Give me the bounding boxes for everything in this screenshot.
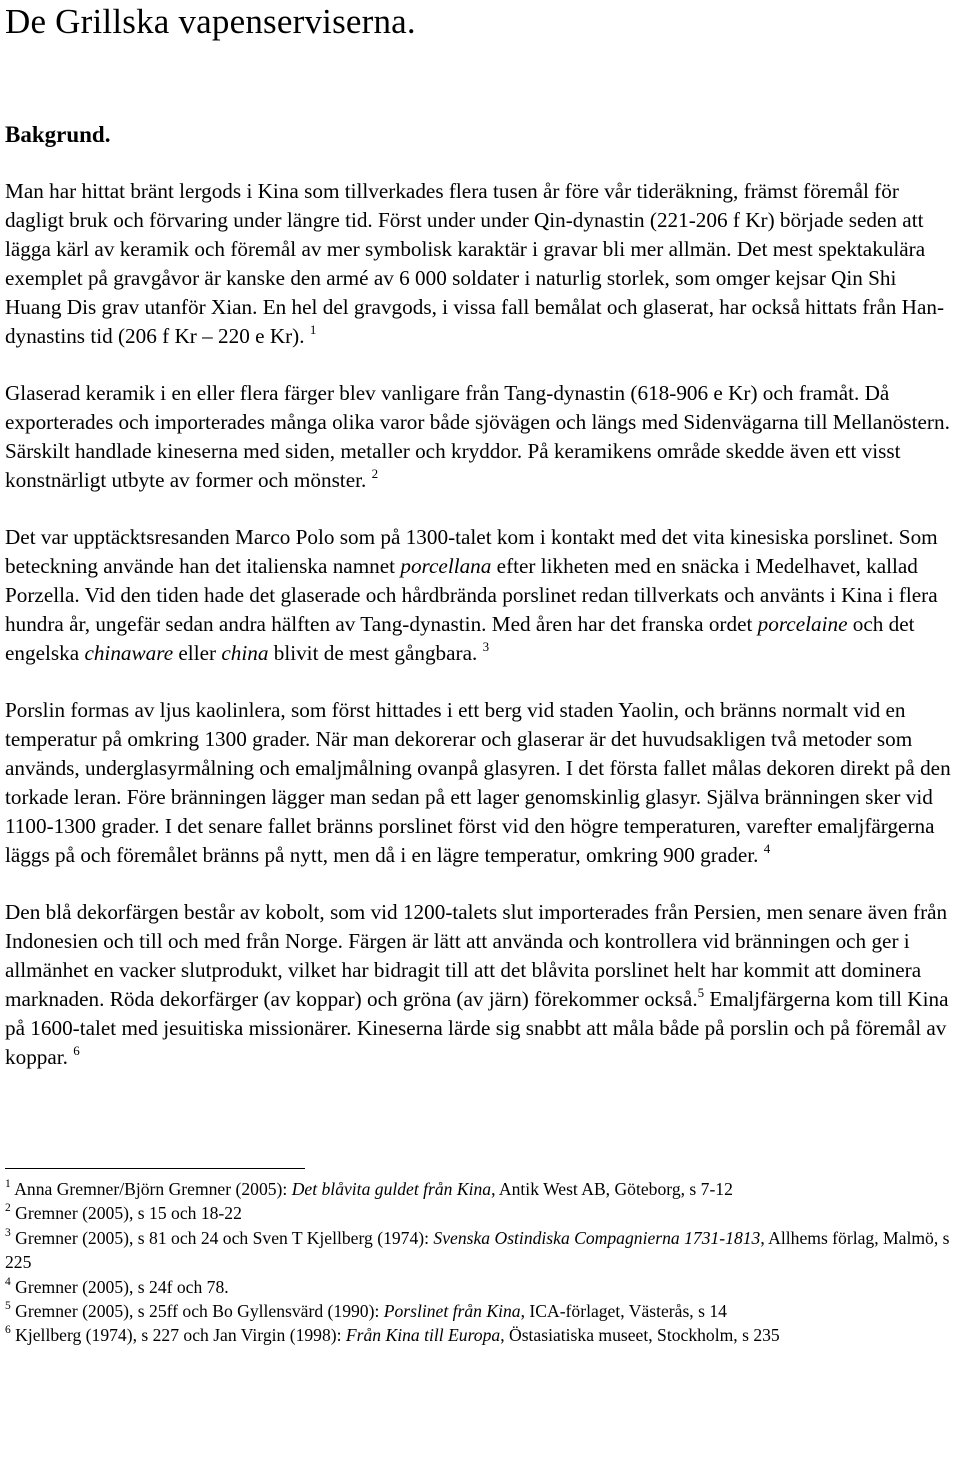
footnote <box>5 1323 957 1347</box>
document-title: De Grillska vapenserviserna. <box>5 2 416 41</box>
footnote-reference[interactable]: 3 <box>482 639 490 654</box>
paragraph <box>5 379 957 495</box>
body-text <box>5 177 957 1072</box>
text-run: och det engelska <box>5 612 915 665</box>
text-run: Kjellberg (1974), s 227 och Jan Virgin (1998): <box>15 1325 346 1346</box>
footnote-reference[interactable]: 1 <box>309 322 317 337</box>
text-run: Porslin formas av ljus kaolinlera, som först hittades i ett berg vid staden Yaolin, och bränns normalt vid en temperatur på omkring 1300 grader. När man dekorerar och glaserar är det huvudsakligen två metoder som används, underglasyrmålning och emaljmålning ovanpå glasyren. I det första fallet målas dekoren direkt på den torkade leran. Före bränningen lägger man sedan på ett lager genomskinlig glasyr. Själva bränningen sker vid 1100-1300 grader. I det senare fallet bränns porslinet först vid den högre temperaturen, varefter emaljfärgerna läggs på och föremålet bränns på nytt, men då i en lägre temperatur, omkring 900 grader. <box>5 698 951 867</box>
paragraph <box>5 898 957 1072</box>
paragraph <box>5 177 957 351</box>
footnote <box>5 1177 957 1201</box>
footnote-number: 5 <box>5 1300 11 1313</box>
text-run: Emaljfärgerna kom till Kina på 1600-talet med jesuitiska missionärer. Kineserna lärde sig snabbt att måla både på porslin och på föremål av koppar. <box>5 987 949 1069</box>
text-run: , Allhems förlag, Malmö, s 225 <box>5 1227 950 1273</box>
section-heading: Bakgrund. <box>5 122 111 147</box>
text-run: Anna Gremner/Björn Gremner (2005): <box>14 1179 292 1199</box>
text-run: Gremner (2005), s 15 och 18-22 <box>15 1203 242 1224</box>
text-run: , ICA-förlaget, Västerås, s 14 <box>520 1301 727 1322</box>
italic-text: porcelaine <box>757 612 848 636</box>
footnote-reference[interactable]: 6 <box>73 1043 80 1058</box>
footnote <box>5 1226 957 1275</box>
footnote <box>5 1275 957 1299</box>
text-run: Det var upptäcktsresanden Marco Polo som på 1300-talet kom i kontakt med det vita kinesiska porslinet. Som beteckning använde han det italienska namnet <box>5 525 938 578</box>
footnotes <box>5 1177 957 1348</box>
footnote-number: 3 <box>5 1226 11 1239</box>
text-run: eller <box>173 641 222 665</box>
footnote-reference[interactable]: 4 <box>763 841 771 856</box>
footnote-number: 6 <box>5 1324 11 1337</box>
footnote-reference: 5 <box>697 985 705 1000</box>
text-run: Glaserad keramik i en eller flera färger blev vanligare från Tang-dynastin (618-906 e Kr) och framåt. Då exporterades och importerades många olika varor både sjövägen och längs med Sidenvägarna till Mellanöstern. Särskilt handlade kineserna med siden, metaller och kryddor. På keramikens område skedde även ett visst konstnärligt utbyte av former och mönster. <box>5 381 950 492</box>
text-run: Gremner (2005), s 25ff och Bo Gyllensvärd (1990): <box>15 1301 384 1322</box>
footnote <box>5 1201 957 1225</box>
text-run: , Antik West AB, Göteborg, s 7-12 <box>491 1179 733 1199</box>
footnote <box>5 1299 957 1323</box>
italic-text: Svenska Ostindiska Compagnierna 1731-1813 <box>433 1227 761 1248</box>
text-run: Gremner (2005), s 24f och 78. <box>15 1276 229 1297</box>
text-run: Gremner (2005), s 81 och 24 och Sven T Kjellberg (1974): <box>15 1227 434 1248</box>
footnote-divider <box>5 1168 305 1169</box>
document-page <box>5 0 957 1348</box>
footnote-number: 2 <box>5 1202 11 1215</box>
paragraph <box>5 523 957 668</box>
text-run: , Östasiatiska museet, Stockholm, s 235 <box>500 1325 780 1346</box>
text-run: Man har hittat bränt lergods i Kina som tillverkades flera tusen år före vår tideräkning, främst föremål för dagligt bruk och förvaring under längre tid. Först under under Qin-dynastin (221-206 f Kr) började seden att lägga kärl av keramik och föremål av mer symbolisk karaktär i gravar bli mer allmän. Det mest spektakulära exemplet på gravgåvor är kanske den armé av 6 000 soldater i naturlig storlek, som omger kejsar Qin Shi Huang Dis grav utanför Xian. En hel del gravgods, i vissa fall bemålat och glaserat, har också hittats från Han-dynastins tid (206 f Kr – 220 e Kr). <box>5 179 945 348</box>
text-run: blivit de mest gångbara. <box>268 641 478 665</box>
paragraph <box>5 696 957 870</box>
footnote-reference[interactable]: 2 <box>371 466 379 481</box>
italic-text: china <box>221 641 269 665</box>
italic-text: porcellana <box>400 554 492 578</box>
italic-text: Porslinet från Kina <box>383 1301 521 1322</box>
italic-text: Det blåvita guldet från Kina <box>291 1179 492 1199</box>
footnote-number: 4 <box>5 1275 11 1288</box>
text-run: efter likheten med en snäcka i Medelhavet, kallad Porzella. Vid den tiden hade det glaserade och hårdbrända porslinet redan tillverkats och använts i Kina i flera hundra år, ungefär sedan andra hälften av Tang-dynastin. Med åren har det franska ordet <box>5 554 938 636</box>
italic-text: Från Kina till Europa <box>345 1325 501 1346</box>
footnote-number: 1 <box>5 1178 11 1190</box>
text-run: Den blå dekorfärgen består av kobolt, som vid 1200-talets slut importerades från Persien, men senare även från Indonesien och till och med från Norge. Färgen är lätt att använda och kontrollera vid bränningen och ger i allmänhet en vacker slutprodukt, vilket har bidragit till att det blåvita porslinet helt har kommit att dominera marknaden. Röda dekorfärger (av koppar) och gröna (av järn) förekommer också. <box>5 900 948 1011</box>
italic-text: chinaware <box>84 641 174 665</box>
